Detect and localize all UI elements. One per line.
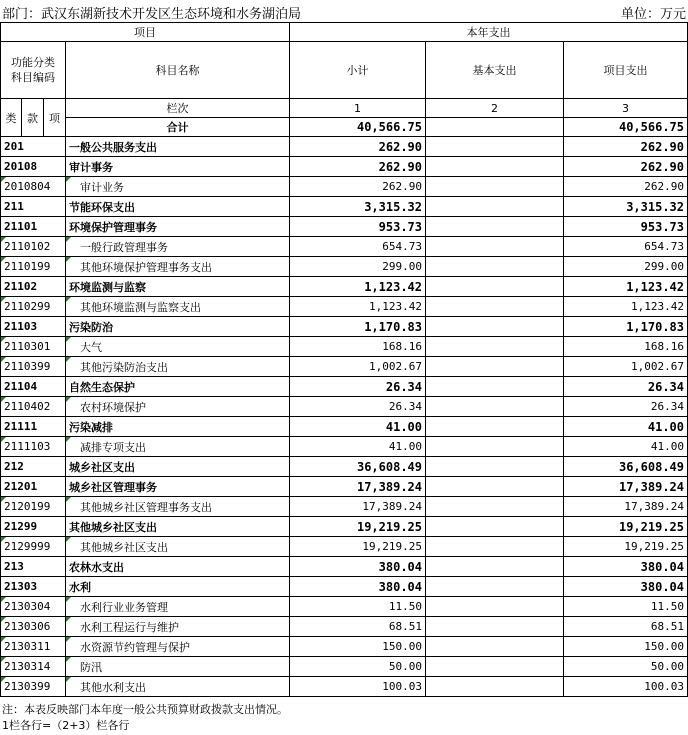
subject-code: 2110199 — [1, 257, 66, 277]
subtotal-value: 41.00 — [290, 417, 426, 437]
table-row — [1, 477, 688, 497]
subject-code: 2129999 — [1, 537, 66, 557]
project-value: 17,389.24 — [564, 497, 688, 517]
table-row — [1, 677, 688, 697]
subject-name: 环境保护管理事务 — [66, 217, 290, 237]
project-value: 654.73 — [564, 237, 688, 257]
subject-name: 环境监测与监察 — [66, 277, 290, 297]
subject-name: 一般行政管理事务 — [66, 237, 290, 257]
header-col-2: 2 — [426, 99, 564, 118]
subject-code: 21111 — [1, 417, 66, 437]
table-row — [1, 377, 688, 397]
project-value: 1,170.83 — [564, 317, 688, 337]
project-value: 1,123.42 — [564, 277, 688, 297]
subject-code: 2110299 — [1, 297, 66, 317]
footnote-1: 注：本表反映部门本年度一般公共预算财政拨款支出情况。 — [2, 703, 288, 716]
subtotal-value: 50.00 — [290, 657, 426, 677]
table-row — [1, 257, 688, 277]
basic-value — [426, 497, 564, 517]
basic-value — [426, 157, 564, 177]
project-value: 41.00 — [564, 417, 688, 437]
table-row — [1, 137, 688, 157]
project-value: 19,219.25 — [564, 517, 688, 537]
subject-name: 污染防治 — [66, 317, 290, 337]
table-row — [1, 277, 688, 297]
subject-name: 一般公共服务支出 — [66, 137, 290, 157]
subtotal-value: 654.73 — [290, 237, 426, 257]
basic-value — [426, 397, 564, 417]
subject-code: 212 — [1, 457, 66, 477]
header-row-1 — [1, 23, 688, 42]
subject-code: 2110102 — [1, 237, 66, 257]
subject-name: 农林水支出 — [66, 557, 290, 577]
subject-name: 水利行业业务管理 — [66, 597, 290, 617]
subtotal-value: 3,315.32 — [290, 197, 426, 217]
project-value: 100.03 — [564, 677, 688, 697]
subject-code: 2110301 — [1, 337, 66, 357]
subtotal-value: 953.73 — [290, 217, 426, 237]
subject-name: 水利 — [66, 577, 290, 597]
header-xiang: 项 — [44, 99, 66, 137]
basic-value — [426, 337, 564, 357]
subtotal-value: 262.90 — [290, 177, 426, 197]
project-value: 953.73 — [564, 217, 688, 237]
project-value: 168.16 — [564, 337, 688, 357]
table-row — [1, 177, 688, 197]
subject-name: 审计事务 — [66, 157, 290, 177]
subject-code: 201 — [1, 137, 66, 157]
basic-value — [426, 437, 564, 457]
project-value: 262.90 — [564, 177, 688, 197]
header-project-exp: 项目支出 — [564, 42, 688, 99]
subject-name: 其他城乡社区支出 — [66, 537, 290, 557]
subject-name: 其他城乡社区支出 — [66, 517, 290, 537]
basic-value — [426, 217, 564, 237]
subject-code: 2130304 — [1, 597, 66, 617]
subject-name: 自然生态保护 — [66, 377, 290, 397]
table-row — [1, 357, 688, 377]
subtotal-value: 1,123.42 — [290, 297, 426, 317]
subject-code: 2130311 — [1, 637, 66, 657]
subtotal-value: 100.03 — [290, 677, 426, 697]
subject-name: 污染减排 — [66, 417, 290, 437]
subject-code: 21299 — [1, 517, 66, 537]
basic-value — [426, 617, 564, 637]
basic-value — [426, 577, 564, 597]
table-row — [1, 317, 688, 337]
subject-code: 2110402 — [1, 397, 66, 417]
project-value: 19,219.25 — [564, 537, 688, 557]
subject-name: 减排专项支出 — [66, 437, 290, 457]
total-subtotal: 40,566.75 — [290, 118, 426, 137]
project-value: 11.50 — [564, 597, 688, 617]
subject-code: 2130399 — [1, 677, 66, 697]
subject-name: 其他水利支出 — [66, 677, 290, 697]
header-basic: 基本支出 — [426, 42, 564, 99]
subject-name: 大气 — [66, 337, 290, 357]
subtotal-value: 380.04 — [290, 557, 426, 577]
subtotal-value: 262.90 — [290, 157, 426, 177]
project-value: 262.90 — [564, 137, 688, 157]
subject-code: 2111103 — [1, 437, 66, 457]
total-project: 40,566.75 — [564, 118, 688, 137]
table-row — [1, 637, 688, 657]
basic-value — [426, 297, 564, 317]
basic-value — [426, 517, 564, 537]
basic-value — [426, 257, 564, 277]
project-value: 299.00 — [564, 257, 688, 277]
header-func-class: 功能分类 科目编码 — [1, 42, 66, 99]
subject-code: 21101 — [1, 217, 66, 237]
subject-code: 2110399 — [1, 357, 66, 377]
table-row — [1, 157, 688, 177]
table-row — [1, 397, 688, 417]
subtotal-value: 11.50 — [290, 597, 426, 617]
table-row — [1, 457, 688, 477]
header-subject-name: 科目名称 — [66, 42, 290, 99]
header-project: 项目 — [1, 23, 290, 42]
project-value: 380.04 — [564, 577, 688, 597]
subject-code: 2130306 — [1, 617, 66, 637]
project-value: 1,002.67 — [564, 357, 688, 377]
subtotal-value: 36,608.49 — [290, 457, 426, 477]
subtotal-value: 1,123.42 — [290, 277, 426, 297]
table-row — [1, 597, 688, 617]
subtotal-value: 26.34 — [290, 397, 426, 417]
table-row — [1, 217, 688, 237]
project-value: 1,123.42 — [564, 297, 688, 317]
total-label: 合计 — [66, 118, 290, 137]
table-row — [1, 437, 688, 457]
subtotal-value: 17,389.24 — [290, 497, 426, 517]
subtotal-value: 41.00 — [290, 437, 426, 457]
project-value: 380.04 — [564, 557, 688, 577]
table-row — [1, 517, 688, 537]
subject-name: 其他城乡社区管理事务支出 — [66, 497, 290, 517]
subject-name: 水利工程运行与维护 — [66, 617, 290, 637]
table-row — [1, 657, 688, 677]
header-lanci: 栏次 — [66, 99, 290, 118]
footnote-2: 1栏各行=（2+3）栏各行 — [2, 719, 130, 732]
basic-value — [426, 357, 564, 377]
total-row — [1, 118, 688, 137]
subject-code: 2130314 — [1, 657, 66, 677]
subject-code: 20108 — [1, 157, 66, 177]
basic-value — [426, 377, 564, 397]
table-row — [1, 617, 688, 637]
basic-value — [426, 677, 564, 697]
subject-name: 节能环保支出 — [66, 197, 290, 217]
header-kuan: 款 — [22, 99, 44, 137]
table-row — [1, 237, 688, 257]
subtotal-value: 1,002.67 — [290, 357, 426, 377]
department-label: 部门：武汉东湖新技术开发区生态环境和水务湖泊局 — [2, 7, 302, 22]
subtotal-value: 26.34 — [290, 377, 426, 397]
basic-value — [426, 277, 564, 297]
unit-label: 单位：万元 — [620, 7, 686, 22]
basic-value — [426, 597, 564, 617]
subject-name: 水资源节约管理与保护 — [66, 637, 290, 657]
header-row-2 — [1, 42, 688, 99]
subject-name: 其他环境监测与监察支出 — [66, 297, 290, 317]
header-year-expense: 本年支出 — [290, 23, 688, 42]
basic-value — [426, 177, 564, 197]
basic-value — [426, 457, 564, 477]
project-value: 41.00 — [564, 437, 688, 457]
table-row — [1, 537, 688, 557]
subtotal-value: 68.51 — [290, 617, 426, 637]
basic-value — [426, 417, 564, 437]
project-value: 262.90 — [564, 157, 688, 177]
subject-code: 21102 — [1, 277, 66, 297]
subtotal-value: 299.00 — [290, 257, 426, 277]
subject-code: 21103 — [1, 317, 66, 337]
table-row — [1, 577, 688, 597]
table-row — [1, 197, 688, 217]
subtotal-value: 262.90 — [290, 137, 426, 157]
header-col-3: 3 — [564, 99, 688, 118]
table-row — [1, 557, 688, 577]
total-basic — [426, 118, 564, 137]
header-col-1: 1 — [290, 99, 426, 118]
subject-code: 211 — [1, 197, 66, 217]
subtotal-value: 17,389.24 — [290, 477, 426, 497]
subject-name: 其他污染防治支出 — [66, 357, 290, 377]
table-row — [1, 337, 688, 357]
header-subtotal: 小计 — [290, 42, 426, 99]
header-lei: 类 — [1, 99, 22, 137]
project-value: 68.51 — [564, 617, 688, 637]
subject-code: 21303 — [1, 577, 66, 597]
subtotal-value: 150.00 — [290, 637, 426, 657]
subject-code: 213 — [1, 557, 66, 577]
subject-name: 农村环境保护 — [66, 397, 290, 417]
subject-name: 城乡社区支出 — [66, 457, 290, 477]
project-value: 26.34 — [564, 377, 688, 397]
project-value: 36,608.49 — [564, 457, 688, 477]
subject-code: 2120199 — [1, 497, 66, 517]
subtotal-value: 19,219.25 — [290, 517, 426, 537]
basic-value — [426, 197, 564, 217]
project-value: 150.00 — [564, 637, 688, 657]
basic-value — [426, 537, 564, 557]
expenditure-table — [0, 22, 688, 697]
basic-value — [426, 657, 564, 677]
subject-code: 21201 — [1, 477, 66, 497]
table-row — [1, 497, 688, 517]
subtotal-value: 19,219.25 — [290, 537, 426, 557]
table-row — [1, 417, 688, 437]
basic-value — [426, 317, 564, 337]
subject-name: 城乡社区管理事务 — [66, 477, 290, 497]
project-value: 17,389.24 — [564, 477, 688, 497]
basic-value — [426, 237, 564, 257]
subject-code: 2010804 — [1, 177, 66, 197]
basic-value — [426, 477, 564, 497]
subtotal-value: 168.16 — [290, 337, 426, 357]
subtotal-value: 380.04 — [290, 577, 426, 597]
subject-name: 防汛 — [66, 657, 290, 677]
basic-value — [426, 137, 564, 157]
subject-name: 审计业务 — [66, 177, 290, 197]
table-row — [1, 297, 688, 317]
project-value: 26.34 — [564, 397, 688, 417]
subject-name: 其他环境保护管理事务支出 — [66, 257, 290, 277]
report-header — [2, 0, 686, 22]
subject-code: 21104 — [1, 377, 66, 397]
basic-value — [426, 557, 564, 577]
basic-value — [426, 637, 564, 657]
project-value: 50.00 — [564, 657, 688, 677]
header-row-3 — [1, 99, 688, 118]
subtotal-value: 1,170.83 — [290, 317, 426, 337]
project-value: 3,315.32 — [564, 197, 688, 217]
